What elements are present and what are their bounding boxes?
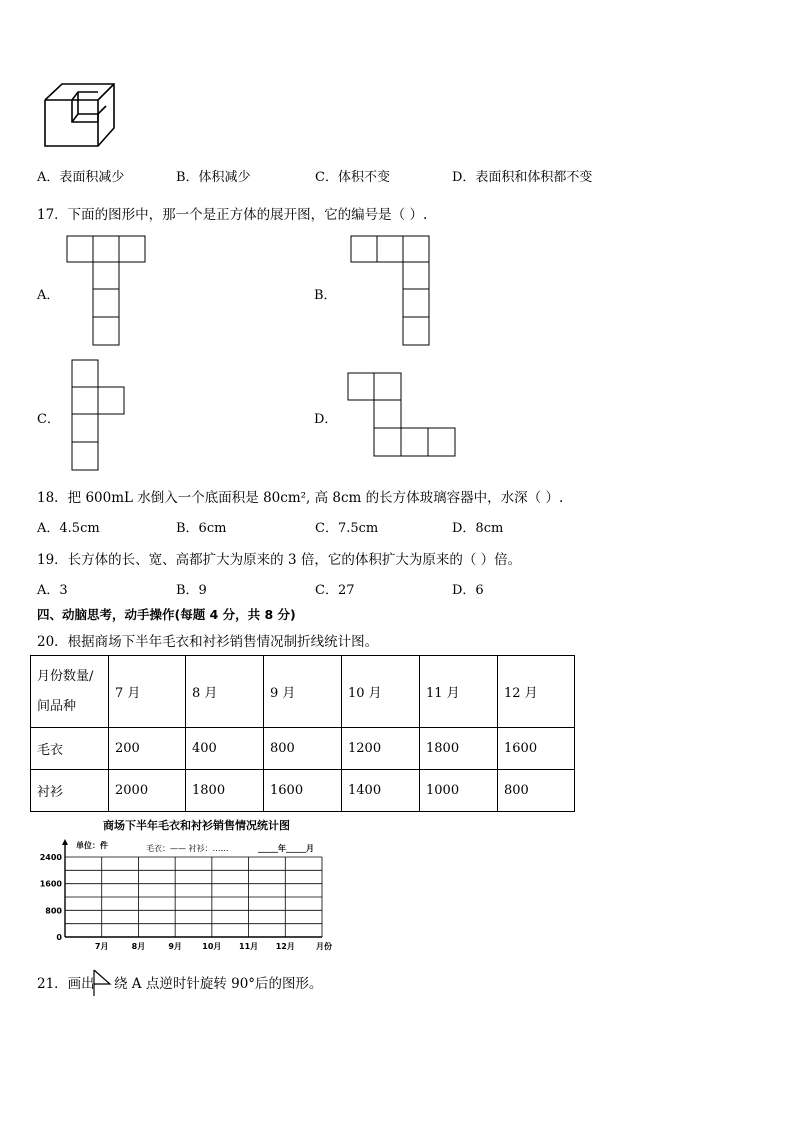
section-heading: 四、动脑思考，动手操作(每题 4 分，共 8 分) (37, 607, 296, 622)
y-axis-arrow (62, 839, 68, 845)
table-cell: 1600 (264, 770, 342, 812)
x-tick-label: 8月 (131, 942, 146, 951)
q21-question-end: 绕 A 点逆时针旋转 90°后的图形。 (114, 976, 323, 992)
month-header: 8 月 (186, 656, 264, 728)
chart-title: 商场下半年毛衣和衬衫销售情况统计图 (103, 819, 290, 832)
row-label: 毛衣 (31, 728, 109, 770)
table-cell: 2000 (109, 770, 186, 812)
y-tick-label: 800 (45, 906, 62, 916)
x-tick-label: 7月 (94, 942, 109, 951)
table-row (31, 728, 575, 770)
q16-option-d: D．表面积和体积都不变 (452, 170, 593, 185)
x-tick-label: 12月 (275, 942, 295, 951)
q19-option-c: C．27 (315, 583, 355, 598)
table-cell: 1800 (420, 728, 498, 770)
x-tick-label: 9月 (168, 942, 182, 951)
q18-option-d: D．8cm (452, 521, 504, 536)
q19-option-d: D．6 (452, 583, 484, 598)
q17-question: 17．下面的图形中，那一个是正方体的展开图，它的编号是（ ）. (37, 207, 428, 223)
table-cell: 1600 (498, 728, 575, 770)
chart-date-blank: _____年_____月 (258, 844, 314, 853)
line-chart (30, 830, 350, 955)
y-tick-label: 2400 (39, 853, 62, 862)
triangle-flag-figure (92, 968, 114, 998)
table-corner-cell (31, 656, 109, 728)
row-label: 衬衫 (31, 770, 109, 812)
table-cell: 1200 (342, 728, 420, 770)
q18-option-a: A．4.5cm (37, 521, 100, 536)
q17-label-c: C． (37, 412, 60, 427)
q16-option-a: A．表面积减少 (37, 170, 125, 185)
table-cell: 1400 (342, 770, 420, 812)
corner-bottom-label: 间品种 (37, 698, 77, 714)
q19-option-b: B．9 (176, 583, 207, 598)
chart-unit-label: 单位：件 (76, 841, 108, 850)
net-figure-a (66, 235, 148, 347)
y-tick-label: 0 (56, 933, 62, 942)
month-header: 7 月 (109, 656, 186, 728)
q21-question-start: 21．画出 (37, 976, 95, 992)
q18-option-b: B．6cm (176, 521, 227, 536)
q18-option-c: C．7.5cm (315, 521, 379, 536)
sales-table (30, 655, 575, 812)
x-tick-label: 11月 (239, 942, 259, 951)
corner-top-label: 月份数量/ (37, 668, 94, 684)
month-header: 12 月 (498, 656, 575, 728)
notched-cube-figure (40, 80, 120, 150)
q17-label-a: A． (37, 288, 60, 303)
q16-option-b: B．体积减少 (176, 170, 251, 185)
table-header-row (31, 656, 575, 728)
y-tick-label: 1600 (39, 879, 62, 889)
net-figure-d (347, 372, 457, 458)
table-cell: 1800 (186, 770, 264, 812)
q18-question: 18．把 600mL 水倒入一个底面积是 80cm², 高 8cm 的长方体玻璃容器中，水深（ ）. (37, 490, 564, 506)
x-axis-label: 月份 (316, 942, 332, 951)
q19-question: 19．长方体的长、宽、高都扩大为原来的 3 倍，它的体积扩大为原来的（ ）倍。 (37, 552, 522, 568)
month-header: 10 月 (342, 656, 420, 728)
table-row (31, 770, 575, 812)
net-figure-b (350, 235, 432, 347)
net-figure-c (71, 359, 127, 473)
table-cell: 200 (109, 728, 186, 770)
month-header: 9 月 (264, 656, 342, 728)
table-cell: 1000 (420, 770, 498, 812)
q17-label-b: B． (314, 288, 337, 303)
q17-label-d: D． (314, 412, 338, 427)
q19-option-a: A．3 (37, 583, 68, 598)
table-cell: 800 (498, 770, 575, 812)
table-cell: 800 (264, 728, 342, 770)
month-header: 11 月 (420, 656, 498, 728)
q16-option-c: C．体积不变 (315, 170, 390, 185)
chart-legend: 毛衣：—— 衬衫：…… (146, 844, 229, 853)
x-tick-label: 10月 (202, 942, 222, 951)
table-cell: 400 (186, 728, 264, 770)
q20-question: 20．根据商场下半年毛衣和衬衫销售情况制折线统计图。 (37, 634, 379, 650)
